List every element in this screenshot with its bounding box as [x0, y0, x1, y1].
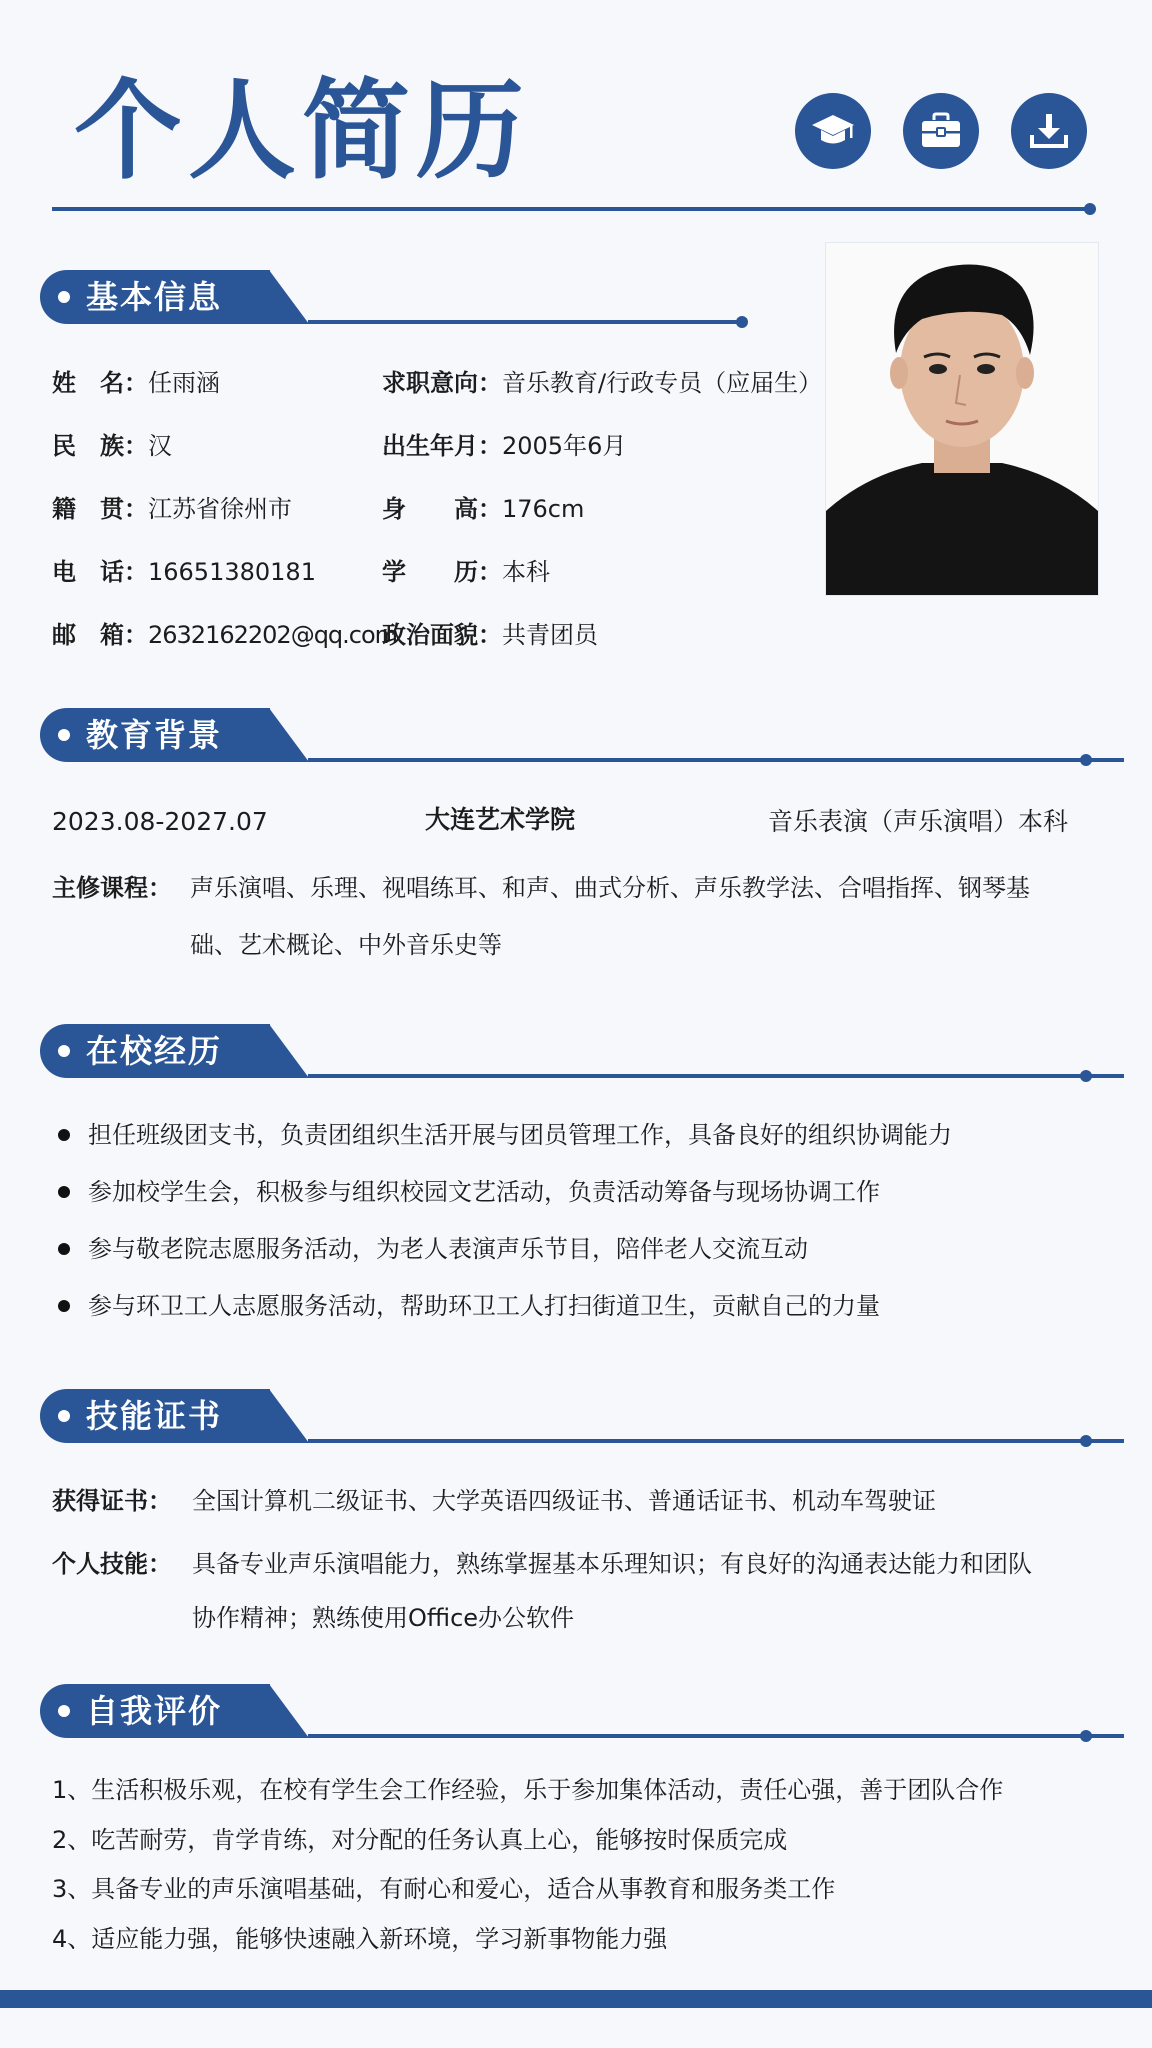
education-school: 大连艺术学院 [425, 805, 576, 834]
self-eval-item: 4、适应能力强，能够快速融入新环境，学习新事物能力强 [52, 1925, 668, 1953]
page-title: 个人简历 [74, 69, 531, 194]
footer-bar [0, 1990, 1152, 2008]
campus-item: 担任班级团支书，负责团组织生活开展与团员管理工作，具备良好的组织协调能力 [88, 1121, 952, 1149]
campus-item: 参与敬老院志愿服务活动，为老人表演声乐节目，陪伴老人交流互动 [88, 1235, 808, 1263]
bullet-icon [58, 1243, 70, 1255]
info-birth: 出生年月：2005年6月 [382, 432, 627, 460]
section-title: 自我评价 [86, 1692, 223, 1730]
courses-line-1: 声乐演唱、乐理、视唱练耳、和声、曲式分析、声乐教学法、合唱指挥、钢琴基 [190, 874, 1030, 902]
graduation-cap-icon[interactable] [795, 93, 871, 169]
section-title: 技能证书 [86, 1397, 223, 1435]
skill-line-2: 协作精神；熟练使用Office办公软件 [192, 1604, 575, 1632]
info-phone: 电 话：16651380181 [52, 558, 316, 586]
cert-text: 全国计算机二级证书、大学英语四级证书、普通话证书、机动车驾驶证 [192, 1487, 936, 1515]
skill-label: 个人技能： [52, 1550, 172, 1578]
education-period: 2023.08-2027.07 [52, 807, 268, 836]
courses-label: 主修课程： [52, 874, 172, 902]
info-email: 邮 箱：2632162202@qq.com [52, 621, 398, 649]
info-degree: 学 历：本科 [382, 558, 550, 586]
education-major: 音乐表演（声乐演唱）本科 [768, 807, 1069, 836]
info-ethnicity: 民 族：汉 [52, 432, 172, 460]
info-political: 政治面貌：共青团员 [382, 621, 598, 649]
campus-item: 参加校学生会，积极参与组织校园文艺活动，负责活动筹备与现场协调工作 [88, 1178, 880, 1206]
self-eval-item: 3、具备专业的声乐演唱基础，有耐心和爱心，适合从事教育和服务类工作 [52, 1875, 836, 1903]
self-eval-item: 2、吃苦耐劳，肯学肯练，对分配的任务认真上心，能够按时保质完成 [52, 1826, 788, 1854]
section-title: 在校经历 [86, 1032, 223, 1070]
header-divider-dot [1084, 203, 1096, 215]
bullet-icon [58, 1186, 70, 1198]
self-eval-item: 1、生活积极乐观，在校有学生会工作经验，乐于参加集体活动，责任心强，善于团队合作 [52, 1776, 1004, 1804]
courses-line-2: 础、艺术概论、中外音乐史等 [190, 931, 502, 959]
info-origin: 籍 贯：江苏省徐州市 [52, 495, 292, 523]
profile-photo [825, 242, 1099, 596]
info-name: 姓 名：任雨涵 [52, 369, 220, 397]
bullet-icon [58, 1300, 70, 1312]
section-title: 基本信息 [86, 278, 223, 316]
info-intent: 求职意向：音乐教育/行政专员（应届生） [382, 369, 823, 397]
info-height: 身 高：176cm [382, 495, 585, 523]
campus-item: 参与环卫工人志愿服务活动，帮助环卫工人打扫街道卫生，贡献自己的力量 [88, 1292, 880, 1320]
briefcase-icon[interactable] [903, 93, 979, 169]
cert-label: 获得证书： [52, 1487, 172, 1515]
skill-line-1: 具备专业声乐演唱能力，熟练掌握基本乐理知识；有良好的沟通表达能力和团队 [192, 1550, 1032, 1578]
bullet-icon [58, 1129, 70, 1141]
download-icon[interactable] [1011, 93, 1087, 169]
header-divider [52, 207, 1092, 211]
section-title: 教育背景 [86, 716, 223, 754]
